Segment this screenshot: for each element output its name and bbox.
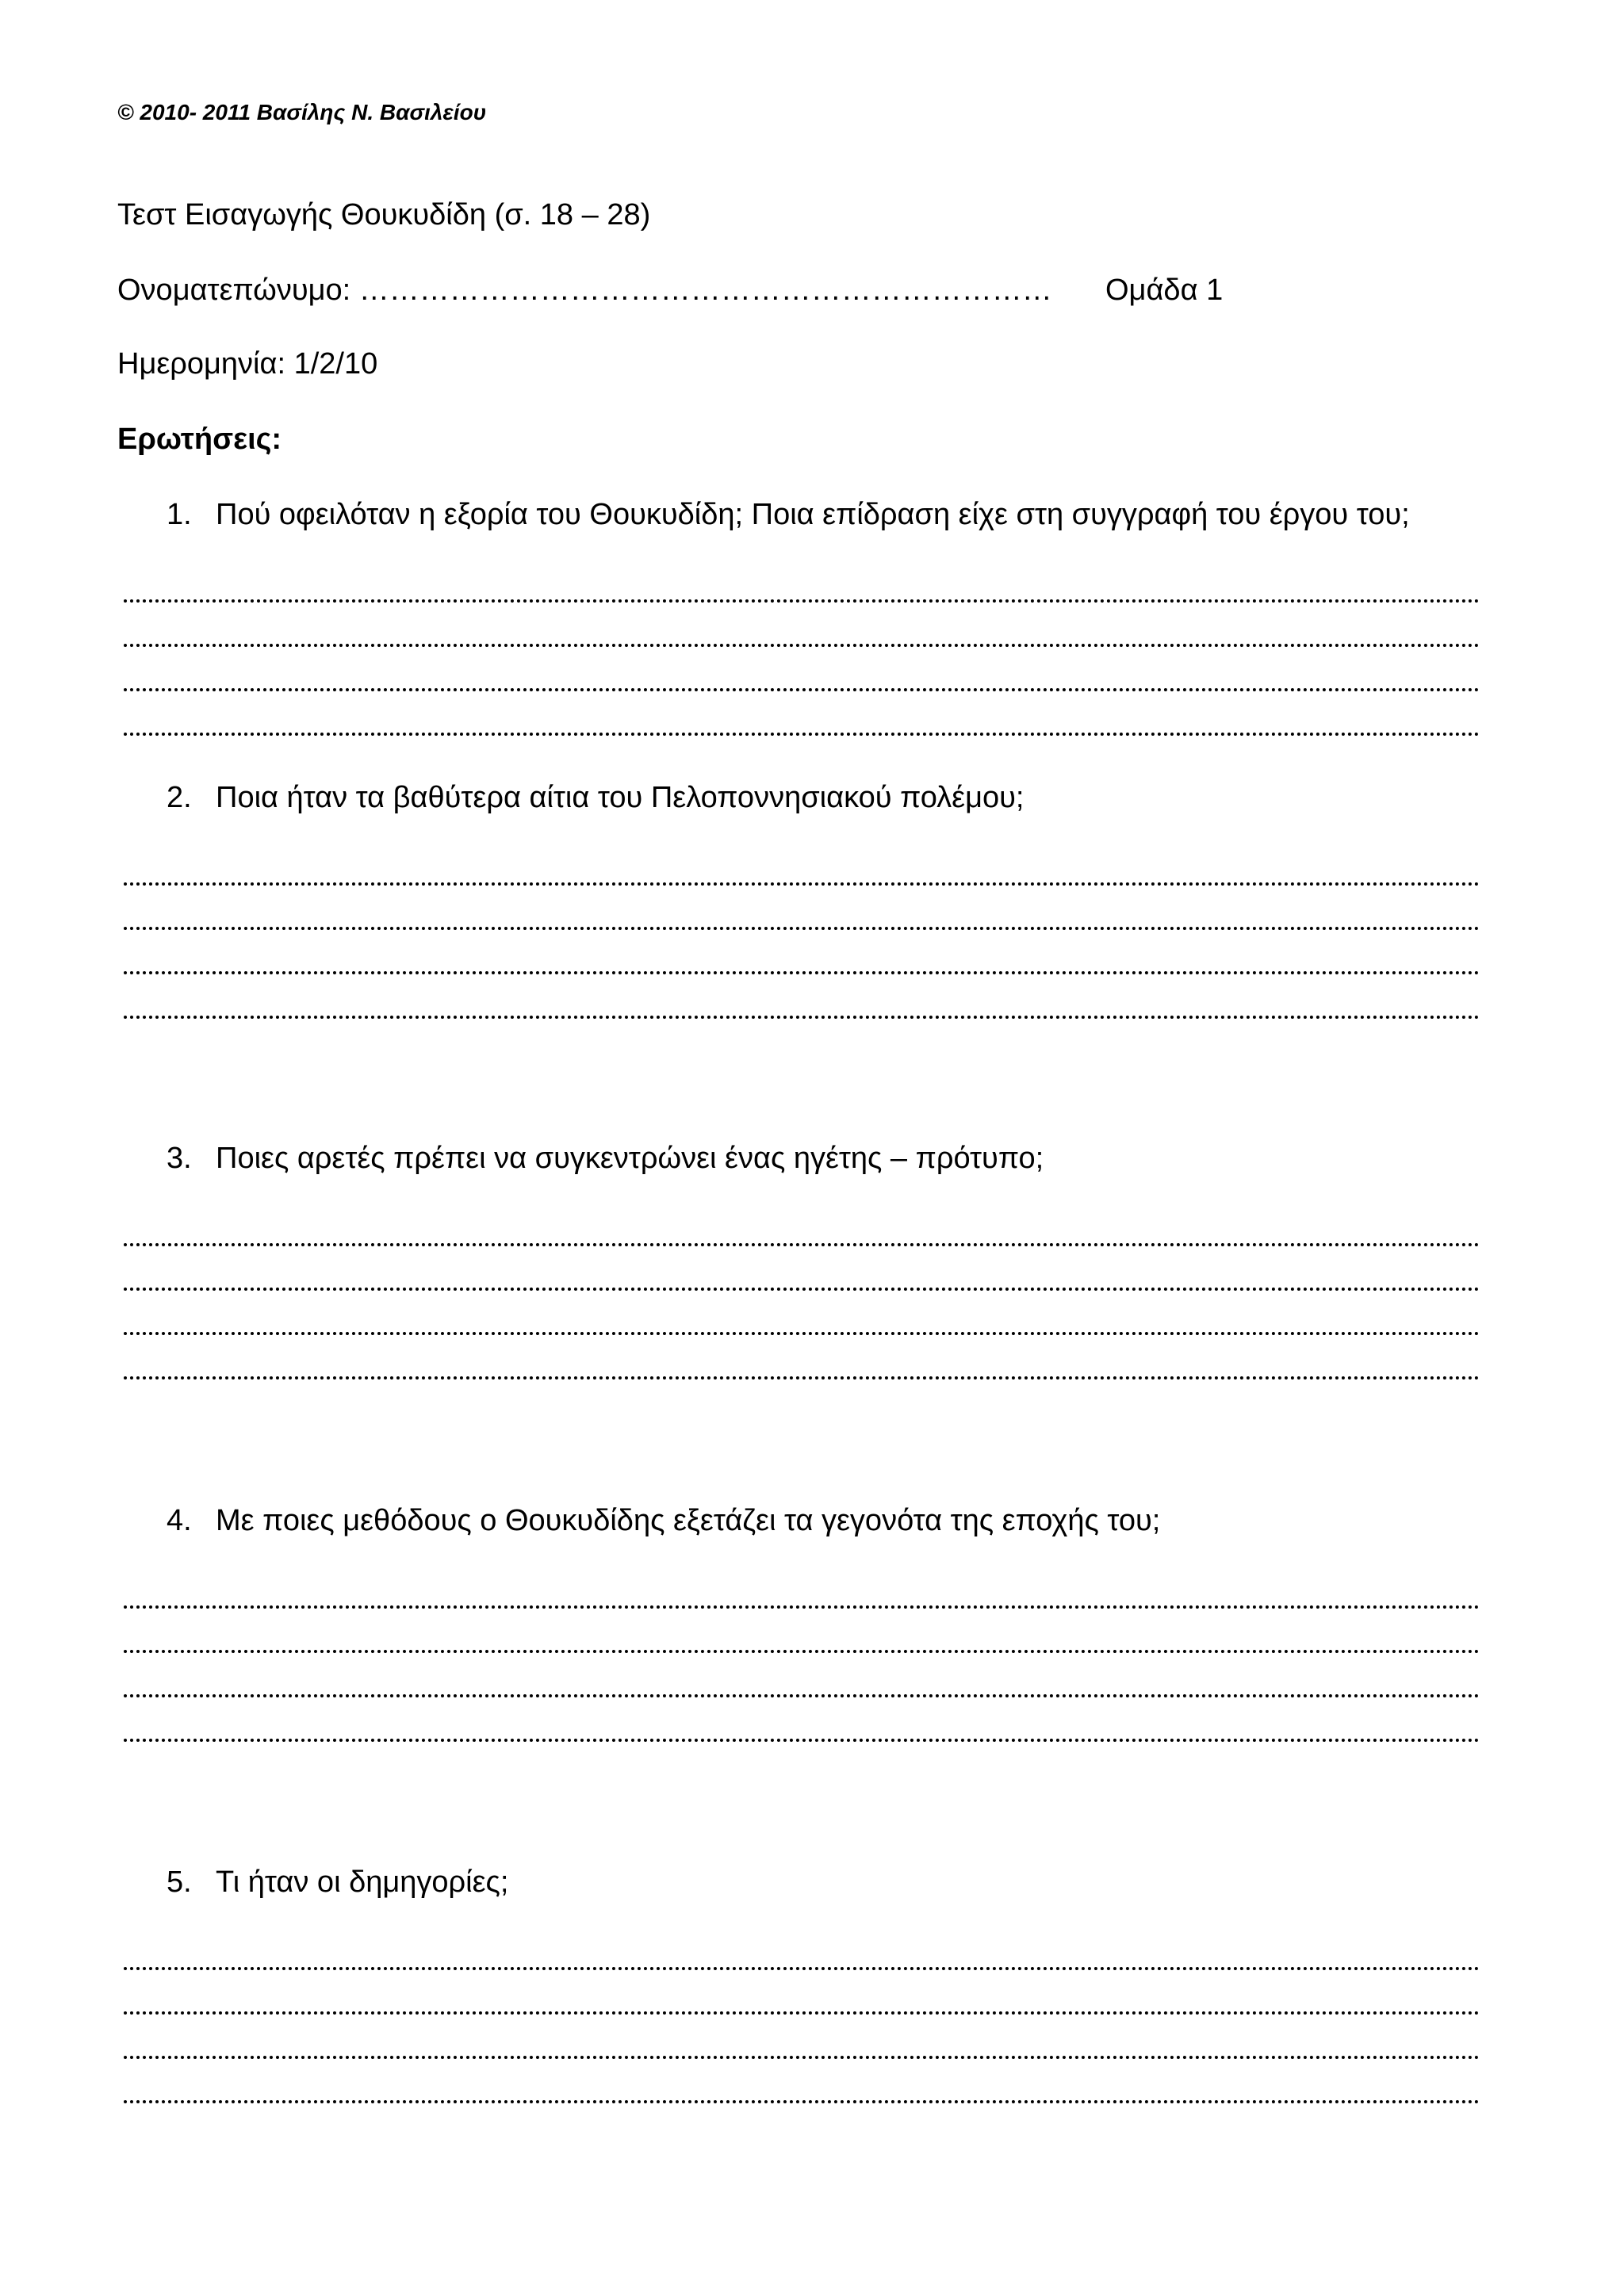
question-2	[167, 781, 1024, 815]
name-field-label: Ονοματεπώνυμο: ……………………………………………………………	[117, 274, 1052, 307]
answer-line[interactable]	[124, 2026, 1480, 2070]
questions-heading: Ερωτήσεις:	[117, 423, 282, 456]
test-title: Τεστ Εισαγωγής Θουκυδίδη (σ. 18 – 28)	[117, 198, 651, 232]
answer-area-5[interactable]	[124, 1937, 1480, 2114]
answer-line[interactable]	[124, 1257, 1480, 1302]
date-label: Ημερομηνία: 1/2/10	[117, 347, 378, 381]
answer-area-3[interactable]	[124, 1213, 1480, 1391]
answer-line[interactable]	[124, 614, 1480, 658]
question-number: 1.	[167, 498, 192, 531]
answer-line[interactable]	[124, 569, 1480, 614]
answer-line[interactable]	[124, 1664, 1480, 1709]
answer-line[interactable]	[124, 941, 1480, 985]
copyright-notice: © 2010- 2011 Βασίλης Ν. Βασιλείου	[117, 100, 487, 124]
question-text: Με ποιες μεθόδους ο Θουκυδίδης εξετάζει τα γεγονότα της εποχής του;	[216, 1504, 1161, 1537]
answer-line[interactable]	[124, 702, 1480, 747]
answer-line[interactable]	[124, 1346, 1480, 1391]
answer-line[interactable]	[124, 897, 1480, 941]
question-text: Ποιες αρετές πρέπει να συγκεντρώνει ένας ηγέτης – πρότυπο;	[216, 1142, 1044, 1175]
question-1	[167, 498, 1410, 532]
answer-line[interactable]	[124, 2070, 1480, 2114]
answer-line[interactable]	[124, 1709, 1480, 1753]
answer-line[interactable]	[124, 1302, 1480, 1346]
answer-line[interactable]	[124, 1981, 1480, 2026]
question-5	[167, 1866, 508, 1900]
group-label: Ομάδα 1	[1105, 274, 1224, 307]
answer-line[interactable]	[124, 1213, 1480, 1257]
answer-area-4[interactable]	[124, 1575, 1480, 1753]
answer-line[interactable]	[124, 658, 1480, 702]
answer-line[interactable]	[124, 1937, 1480, 1981]
question-number: 2.	[167, 781, 192, 814]
question-text: Τι ήταν οι δημηγορίες;	[216, 1866, 509, 1899]
question-number: 4.	[167, 1504, 192, 1537]
question-3	[167, 1142, 1044, 1176]
answer-line[interactable]	[124, 1575, 1480, 1620]
question-number: 5.	[167, 1866, 192, 1899]
question-number: 3.	[167, 1142, 192, 1175]
question-4	[167, 1504, 1160, 1538]
question-text: Πού οφειλόταν η εξορία του Θουκυδίδη; Ποια επίδραση είχε στη συγγραφή του έργου του;	[216, 498, 1410, 531]
answer-area-1[interactable]	[124, 569, 1480, 747]
answer-line[interactable]	[124, 985, 1480, 1030]
answer-line[interactable]	[124, 852, 1480, 897]
answer-area-2[interactable]	[124, 852, 1480, 1030]
question-text: Ποια ήταν τα βαθύτερα αίτια του Πελοποννησιακού πολέμου;	[216, 781, 1025, 814]
answer-line[interactable]	[124, 1620, 1480, 1664]
